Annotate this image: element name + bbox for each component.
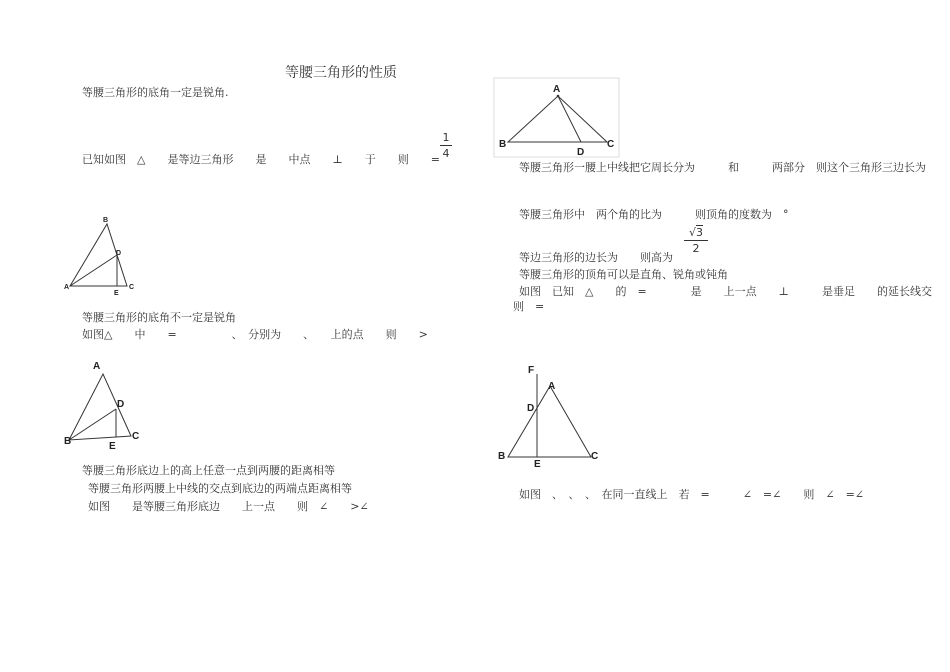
label-d: D xyxy=(116,250,122,257)
label-e: E xyxy=(114,290,119,297)
fraction-denominator: 4 xyxy=(442,147,450,160)
fraction-numerator: 1 xyxy=(442,131,450,144)
figure-isosceles-triangle xyxy=(60,358,145,450)
sqrt-expression xyxy=(684,226,708,239)
left-statement-1: 等腰三角形的底角一定是锐角. xyxy=(82,86,229,99)
fraction-bar xyxy=(440,145,452,146)
label-a: A xyxy=(553,84,561,95)
label-d: D xyxy=(577,147,585,158)
figure-triangle-with-perpendicular xyxy=(494,360,604,470)
segment-ad xyxy=(70,255,117,286)
left-problem-3: 如图 是等腰三角形底边 上一点 则 ∠ >∠ xyxy=(88,500,369,513)
label-d: D xyxy=(527,403,535,414)
triangle-abc xyxy=(508,96,607,142)
label-c: C xyxy=(591,451,599,462)
segment-ad xyxy=(558,96,581,142)
page-title: 等腰三角形的性质 xyxy=(285,65,397,81)
segment-bd xyxy=(69,409,116,440)
label-c: C xyxy=(607,139,615,150)
left-statement-2: 等腰三角形的底角不一定是锐角 xyxy=(82,311,236,324)
left-statement-4: 等腰三角形两腰上中线的交点到底边的两端点距离相等 xyxy=(88,482,352,495)
right-problem-2: 等腰三角形中 两个角的比为 则顶角的度数为 ° xyxy=(519,208,789,221)
label-d: D xyxy=(117,399,125,410)
sqrt3-over-2 xyxy=(684,226,708,255)
sqrt-sign: √ xyxy=(688,226,696,239)
fraction-bar xyxy=(684,240,708,241)
label-b: B xyxy=(499,139,507,150)
label-b: B xyxy=(498,451,506,462)
label-b: B xyxy=(64,436,72,447)
sqrt-argument: 3 xyxy=(696,226,703,239)
label-a: A xyxy=(64,284,70,291)
label-b: B xyxy=(103,217,109,224)
left-problem-1: 已知如图 △ 是等边三角形 是 中点 ⊥ 于 则 = xyxy=(82,153,441,166)
figure-equilateral-triangle xyxy=(60,212,145,298)
right-problem-4-conclusion: 则 = xyxy=(513,300,545,313)
right-problem-1: 等腰三角形一腰上中线把它周长分为 和 两部分 则这个三角形三边长为 xyxy=(519,161,926,174)
label-e: E xyxy=(534,459,541,470)
right-problem-3: 等边三角形的边长为 则高为 xyxy=(519,251,673,264)
triangle-abc xyxy=(508,386,591,457)
fraction-denominator: 2 xyxy=(692,242,700,255)
left-problem-2: 如图△ 中 = 、 分别为 、 上的点 则 > xyxy=(82,328,428,341)
label-a: A xyxy=(93,361,101,372)
point-a xyxy=(557,95,560,98)
figure-triangle-with-median xyxy=(494,78,620,158)
label-e: E xyxy=(109,441,116,452)
left-statement-3: 等腰三角形底边上的高上任意一点到两腰的距离相等 xyxy=(82,464,335,477)
fraction-one-quarter xyxy=(440,131,452,160)
label-c: C xyxy=(129,284,135,291)
label-c: C xyxy=(132,431,140,442)
label-a: A xyxy=(548,381,556,392)
label-f: F xyxy=(528,365,535,376)
right-problem-5: 如图 、 、 、 在同一直线上 若 = ∠ =∠ 则 ∠ =∠ xyxy=(519,488,865,501)
right-statement-1: 等腰三角形的顶角可以是直角、锐角或钝角 xyxy=(519,268,728,281)
right-problem-4: 如图 已知 △ 的 = 是 上一点 ⊥ 是垂足 的延长线交 xyxy=(519,285,933,298)
